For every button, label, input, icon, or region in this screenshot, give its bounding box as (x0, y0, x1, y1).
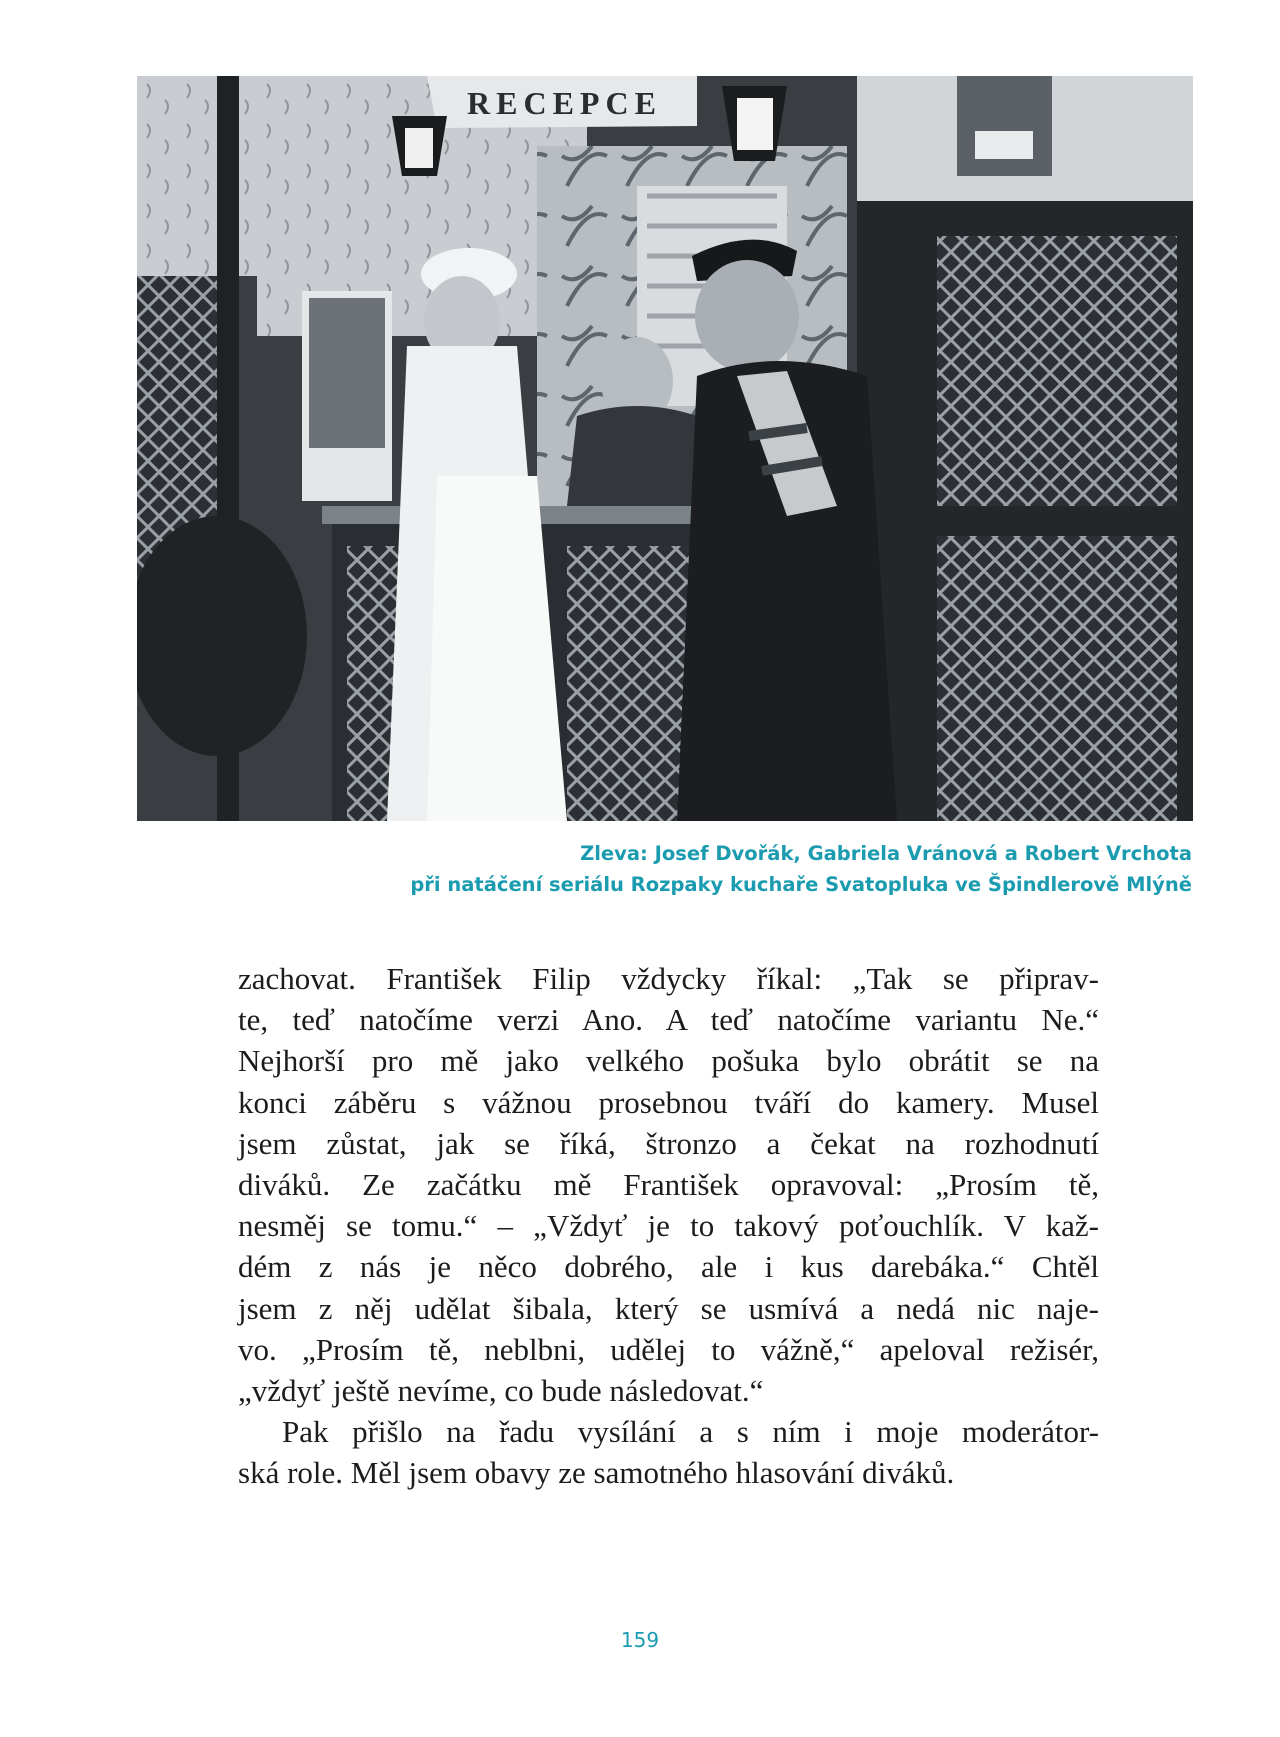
text-line: nesměj se tomu.“ – „Vždyť je to takový poťouchlík. V kaž- (238, 1208, 1099, 1244)
photo-caption (192, 838, 1192, 900)
text-line: dém z nás je něco dobrého, ale i kus darebáka.“ Chtěl (238, 1249, 1099, 1285)
photograph (137, 76, 1193, 821)
text-line: jsem zůstat, jak se říká, štronzo a čekat na rozhodnutí (238, 1125, 1099, 1161)
text-line: jsem z něj udělat šibala, který se usmívá a nedá nic naje- (238, 1290, 1099, 1326)
caption-line: Zleva: Josef Dvořák, Gabriela Vránová a Robert Vrchota (580, 842, 1192, 865)
caption-line: při natáčení seriálu Rozpaky kuchaře Svatopluka ve Špindlerově Mlýně (410, 873, 1192, 896)
body-text (238, 958, 1099, 1494)
reception-sign: RECEPCE (467, 85, 662, 121)
text-line: diváků. Ze začátku mě František opravoval: „Prosím tě, (238, 1167, 1099, 1203)
page-number: 159 (620, 1628, 660, 1652)
text-line: konci záběru s vážnou prosebnou tváří do kamery. Musel (238, 1084, 1099, 1120)
text-line: Pak přišlo na řadu vysílání a s ním i moje moderátor- (282, 1414, 1099, 1450)
text-line: „vždyť ještě nevíme, co bude následovat.“ (238, 1373, 764, 1409)
text-line: vo. „Prosím tě, neblbni, udělej to vážně,“ apeloval režisér, (238, 1331, 1099, 1367)
text-line: te, teď natočíme verzi Ano. A teď natočíme variantu Ne.“ (238, 1002, 1099, 1038)
text-line: Nejhorší pro mě jako velkého pošuka bylo obrátit se na (238, 1043, 1099, 1079)
text-line: ská role. Měl jsem obavy ze samotného hlasování diváků. (238, 1455, 955, 1491)
photo-illustration (137, 76, 1193, 821)
text-line: zachovat. František Filip vždycky říkal: „Tak se připrav- (238, 961, 1099, 996)
